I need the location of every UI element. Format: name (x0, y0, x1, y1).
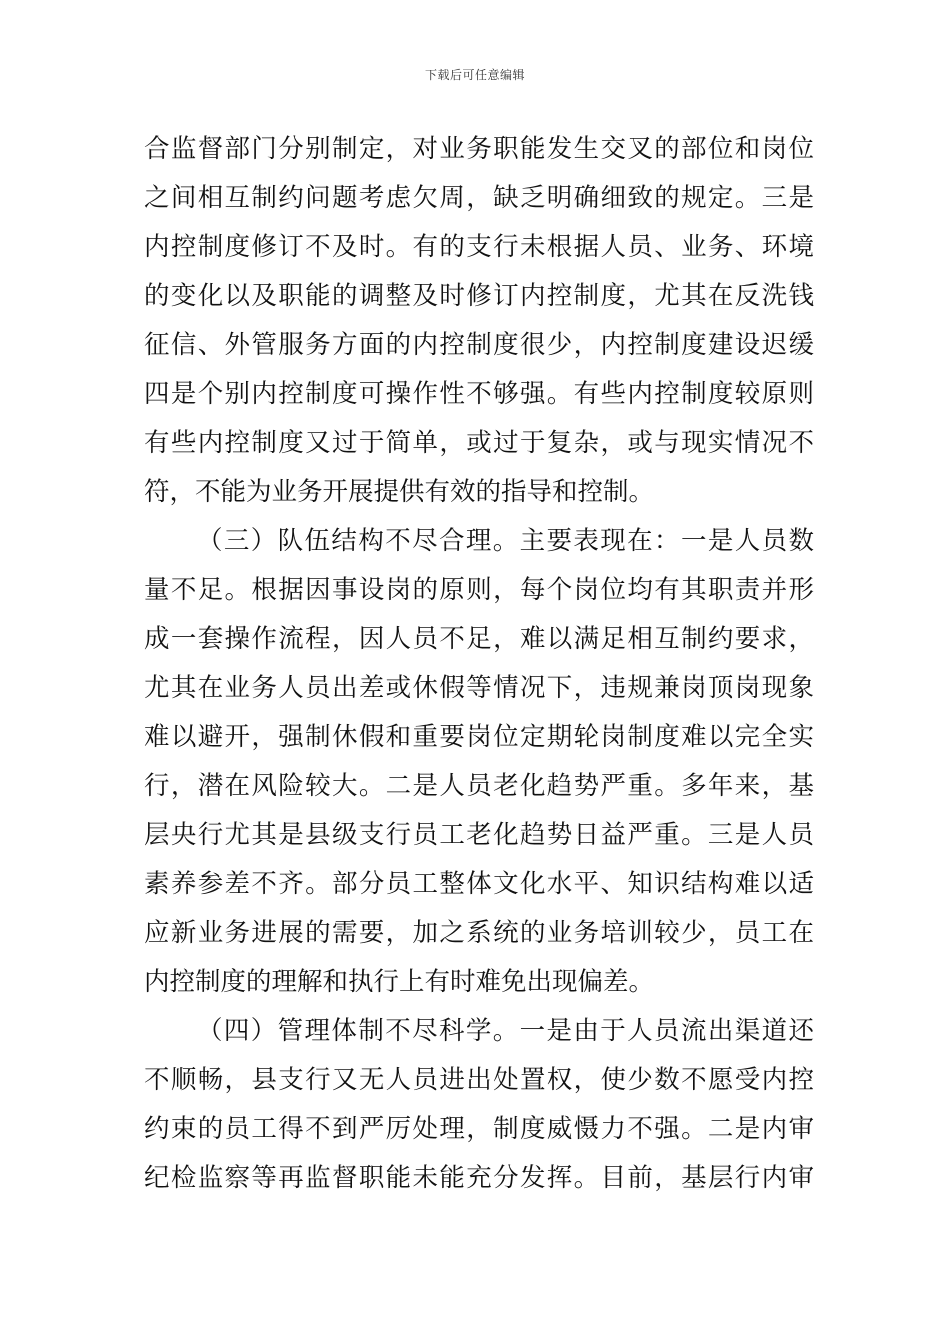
text-line: 合监督部门分别制定，对业务职能发生交叉的部位和岗位 (144, 134, 814, 164)
text-line: 行，潜在风险较大。二是人员老化趋势严重。多年来，基 (144, 771, 814, 801)
text-line: 应新业务进展的需要，加之系统的业务培训较少，员工在 (144, 918, 814, 948)
text-line: 内控制度修订不及时。有的支行未根据人员、业务、环境 (144, 232, 814, 262)
text-line: 内控制度的理解和执行上有时难免出现偏差。 (144, 967, 655, 997)
text-line: 纪检监察等再监督职能未能充分发挥。目前，基层行内审 (144, 1163, 814, 1193)
text-line: 之间相互制约问题考虑欠周，缺乏明确细致的规定。三是 (144, 183, 814, 213)
text-line: 征信、外管服务方面的内控制度很少，内控制度建设迟缓 (144, 330, 814, 360)
text-line: 量不足。根据因事设岗的原则，每个岗位均有其职责并形 (144, 575, 814, 605)
text-line: 四是个别内控制度可操作性不够强。有些内控制度较原则 (144, 379, 814, 409)
paragraph-heading-line: （三）队伍结构不尽合理。主要表现在：一是人员数 (197, 526, 814, 556)
paragraph-heading-line: （四）管理体制不尽科学。一是由于人员流出渠道还 (197, 1016, 814, 1046)
header-note: 下载后可任意编辑 (424, 68, 525, 82)
text-line: 的变化以及职能的调整及时修订内控制度，尤其在反洗钱 (144, 281, 814, 311)
text-line: 尤其在业务人员出差或休假等情况下，违规兼岗顶岗现象 (144, 673, 814, 703)
text-line: 不顺畅，县支行又无人员进出处置权，使少数不愿受内控 (144, 1065, 814, 1095)
text-line: 有些内控制度又过于简单，或过于复杂，或与现实情况不 (144, 428, 814, 458)
text-line: 成一套操作流程，因人员不足，难以满足相互制约要求， (144, 624, 814, 654)
body-text (144, 125, 814, 1203)
text-line: 层央行尤其是县级支行员工老化趋势日益严重。三是人员 (144, 820, 814, 850)
text-line: 素养参差不齐。部分员工整体文化水平、知识结构难以适 (144, 869, 814, 899)
text-line: 难以避开，强制休假和重要岗位定期轮岗制度难以完全实 (144, 722, 814, 752)
text-line: 约束的员工得不到严厉处理，制度威慑力不强。二是内审 (144, 1114, 814, 1144)
text-line: 符，不能为业务开展提供有效的指导和控制。 (144, 477, 655, 507)
